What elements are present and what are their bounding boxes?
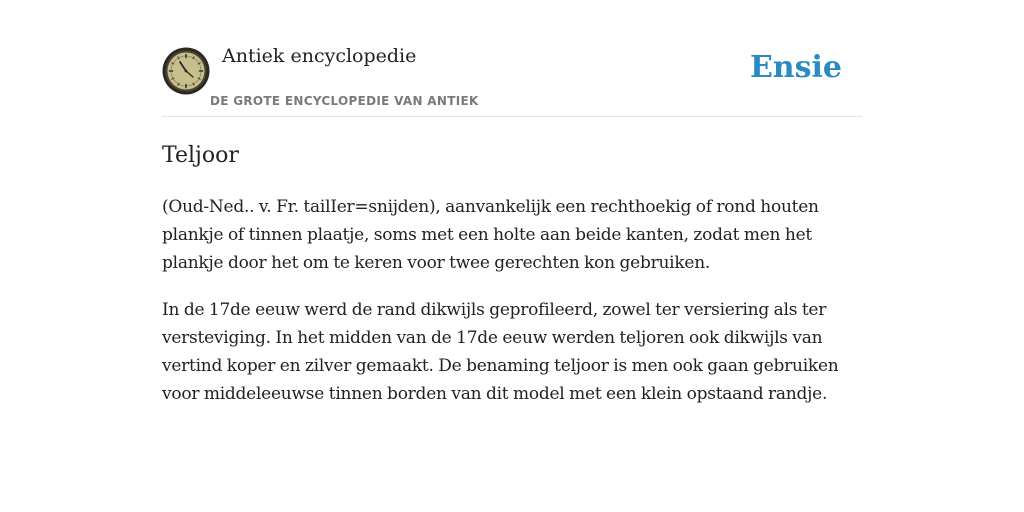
site-subtitle: DE GROTE ENCYCLOPEDIE VAN ANTIEK [210, 94, 479, 108]
site-title[interactable]: Antiek encyclopedie [222, 45, 417, 67]
article-title: Teljoor [162, 143, 239, 168]
article-body [162, 193, 862, 408]
content-container [162, 0, 862, 427]
site-header [162, 0, 862, 117]
brand-logo[interactable]: Ensie [749, 50, 842, 85]
clock-icon[interactable] [162, 47, 210, 95]
article-paragraph: In de 17de eeuw werd de rand dikwijls geprofileerd, zowel ter versiering als ter versteviging. In het midden van de 17de eeuw werden teljoren ook dikwijls van vertind koper en zilver gemaakt. De benaming teljoor is men ook gaan gebruiken voor middeleeuwse tinnen borden van dit model met een klein opstaand randje. [162, 300, 839, 404]
article-paragraph: (Oud-Ned.. v. Fr. tailIer=snijden), aanvankelijk een rechthoekig of rond houten plankje of tinnen plaatje, soms met een holte aan beide kanten, zodat men het plankje door het om te keren voor twee gerechten kon gebruiken. [162, 197, 819, 273]
